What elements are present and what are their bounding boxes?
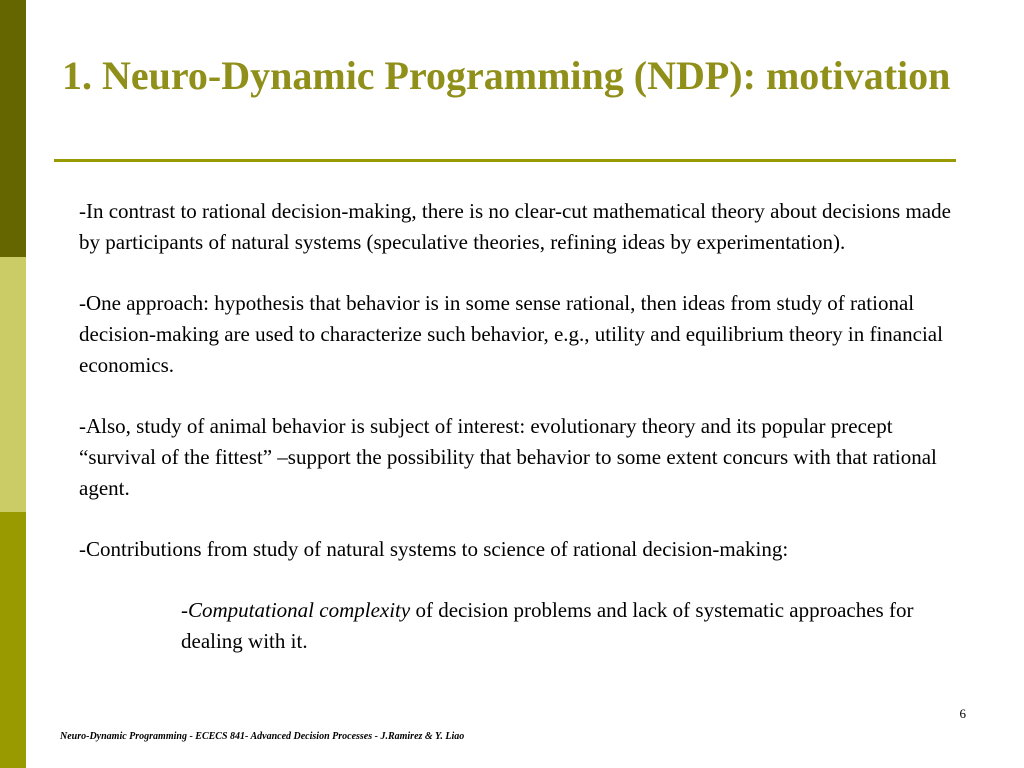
footer-text: Neuro-Dynamic Programming - ECECS 841- Advanced Decision Processes - J.Ramirez & Y. Liao — [60, 731, 465, 742]
sidebar-segment-dark — [0, 0, 26, 257]
paragraph-one-approach: -One approach: hypothesis that behavior is in some sense rational, then ideas from study of rational decision-making are used to characterize such behavior, e.g., utility and equilibrium theory in financial economics. — [79, 291, 943, 377]
page-number: 6 — [959, 706, 966, 721]
sub-item-text: of decision problems and lack of systematic approaches for dealing with it. — [181, 598, 914, 653]
paragraph-animal-behavior: -Also, study of animal behavior is subject of interest: evolutionary theory and its popular precept “survival of the fittest” –support the possibility that behavior to some extent concurs with that rational agent. — [79, 414, 937, 500]
title-divider — [54, 159, 956, 162]
slide-body — [79, 196, 959, 657]
sub-item-dash: - — [181, 598, 188, 622]
sidebar-segment-mid — [0, 512, 26, 768]
slide-title: 1. Neuro-Dynamic Programming (NDP): motivation — [62, 53, 951, 98]
paragraph-contributions: -Contributions from study of natural systems to science of rational decision-making: — [79, 537, 789, 561]
sub-item-emphasis: Computational complexity — [188, 598, 411, 622]
sidebar-segment-light — [0, 257, 26, 512]
sub-item-computational-complexity — [79, 595, 959, 657]
paragraph-natural-systems: -In contrast to rational decision-making, there is no clear-cut mathematical theory about decisions made by participants of natural systems (speculative theories, refining ideas by experimentation). — [79, 199, 951, 254]
